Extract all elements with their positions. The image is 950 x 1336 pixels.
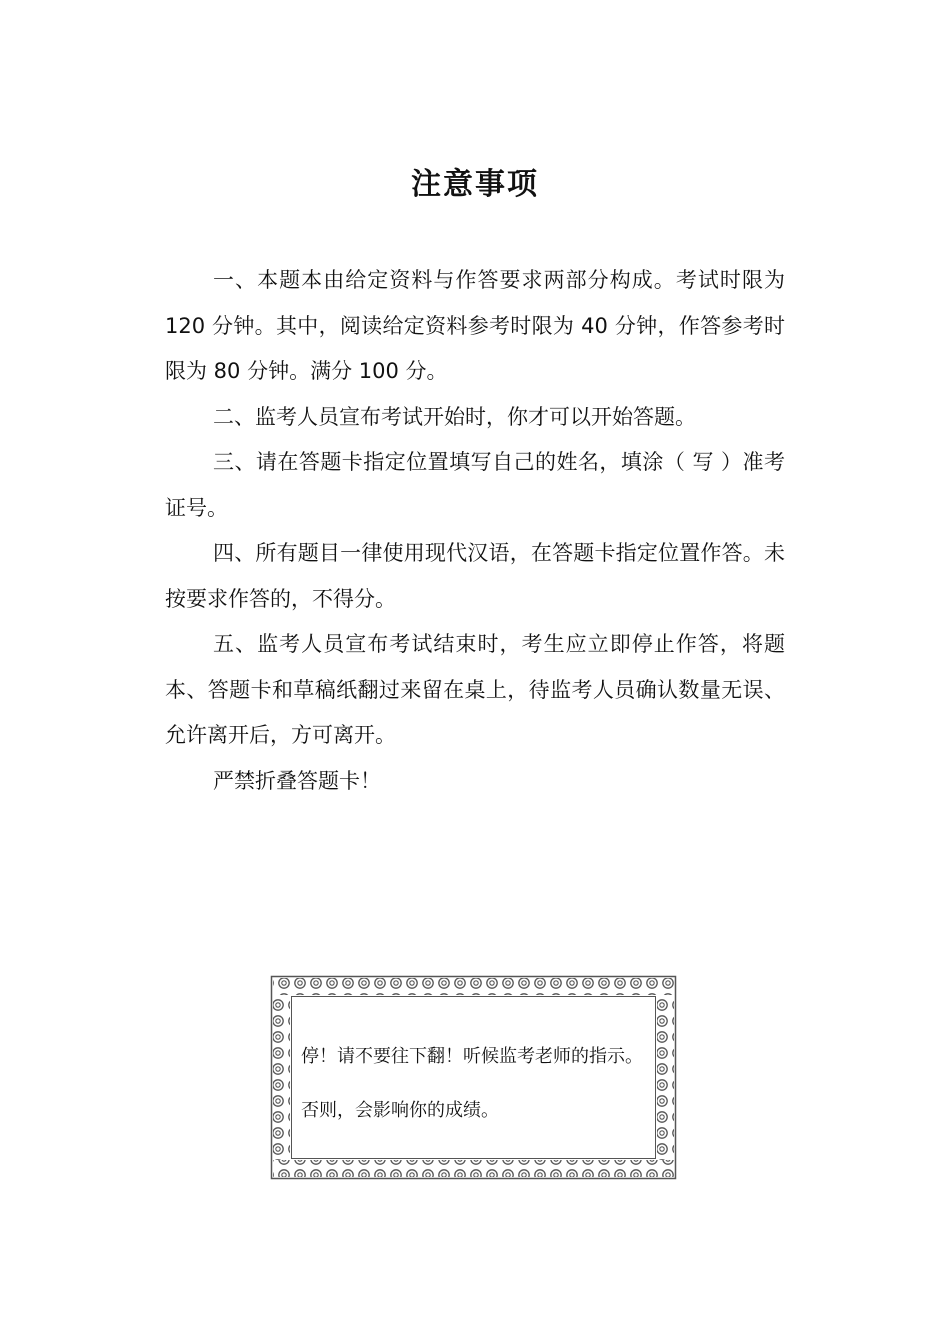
notice-paragraph-6: 严禁折叠答题卡！: [213, 768, 381, 793]
notice-paragraph-2: 二、监考人员宣布考试开始时，你才可以开始答题。: [213, 404, 696, 429]
notice-paragraph-4: 四、所有题目一律使用现代汉语，在答题卡指定位置作答。未按要求作答的，不得分。: [165, 541, 785, 611]
warning-line-consequence: 否则，会影响你的成绩。: [301, 1100, 499, 1121]
notice-paragraph-5: 五、监考人员宣布考试结束时，考生应立即停止作答，将题本、答题卡和草稿纸翻过来留在桌上，待监考人员确认数量无误、允许离开后，方可离开。: [165, 632, 785, 747]
warning-box: [270, 975, 677, 1180]
page-title: 注意事项: [411, 167, 539, 202]
notice-paragraph-1: 一、本题本由给定资料与作答要求两部分构成。考试时限为120 分钟。其中，阅读给定资料参考时限为 40 分钟，作答参考时限为 80 分钟。满分 100 分。: [165, 268, 785, 383]
notice-body: [165, 258, 785, 804]
decorative-border-frame: [270, 975, 677, 1180]
notice-paragraph-3: 三、请在答题卡指定位置填写自己的姓名，填涂（ 写 ）准考证号。: [165, 450, 785, 520]
warning-line-stop: 停！请不要往下翻！听候监考老师的指示。: [301, 1046, 643, 1067]
